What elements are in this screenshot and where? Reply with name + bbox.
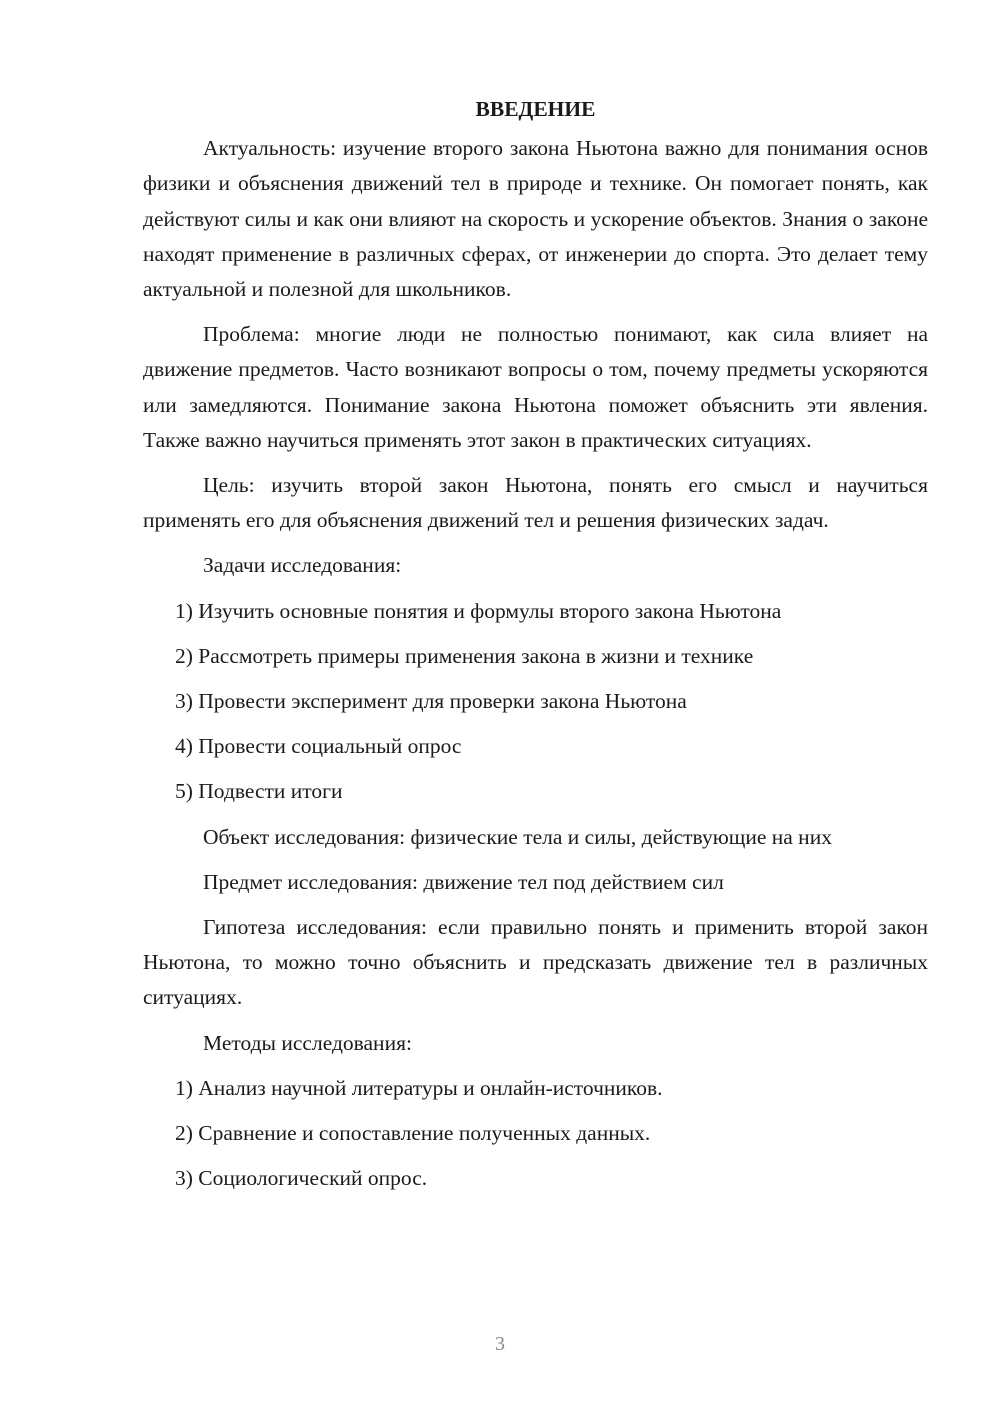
- page-number: 3: [495, 1333, 505, 1355]
- list-item: 1) Изучить основные понятия и формулы второго закона Ньютона: [175, 598, 782, 623]
- document-page: [143, 92, 928, 1206]
- tasks-list: [143, 594, 928, 810]
- relevance-paragraph: Актуальность: изучение второго закона Ньютона важно для понимания основ физики и объяснения движений тел в природе и технике. Он помогает понять, как действуют силы и как они влияют на скорость и ускорение объектов. Знания о законе находят применение в различных сферах, от инженерии до спорта. Это делает тему актуальной и полезной для школьников.: [143, 136, 928, 302]
- methods-heading: Методы исследования:: [203, 1030, 412, 1055]
- research-object: Объект исследования: физические тела и силы, действующие на них: [203, 824, 832, 849]
- tasks-heading: Задачи исследования:: [203, 553, 402, 578]
- goal-paragraph: Цель: изучить второй закон Ньютона, понять его смысл и научиться применять его для объяснения движений тел и решения физических задач.: [143, 473, 928, 533]
- methods-list: [143, 1071, 928, 1197]
- list-item: 1) Анализ научной литературы и онлайн-источников.: [175, 1075, 663, 1100]
- research-subject: Предмет исследования: движение тел под действием сил: [203, 869, 724, 894]
- problem-paragraph: Проблема: многие люди не полностью понимают, как сила влияет на движение предметов. Часто возникают вопросы о том, почему предметы ускоряются или замедляются. Понимание закона Ньютона поможет объяснить эти явления. Также важно научиться применять этот закон в практических ситуациях.: [143, 322, 928, 452]
- list-item: 4) Провести социальный опрос: [175, 734, 462, 759]
- list-item: 5) Подвести итоги: [175, 779, 343, 804]
- list-item: 2) Сравнение и сопоставление полученных данных.: [175, 1121, 651, 1146]
- section-title: ВВЕДЕНИЕ: [475, 97, 596, 121]
- list-item: 3) Провести эксперимент для проверки закона Ньютона: [175, 689, 687, 714]
- hypothesis-paragraph: Гипотеза исследования: если правильно понять и применить второй закон Ньютона, то можно точно объяснить и предсказать движение тел в различных ситуациях.: [143, 915, 928, 1010]
- list-item: 2) Рассмотреть примеры применения закона в жизни и технике: [175, 643, 754, 668]
- list-item: 3) Социологический опрос.: [175, 1166, 428, 1191]
